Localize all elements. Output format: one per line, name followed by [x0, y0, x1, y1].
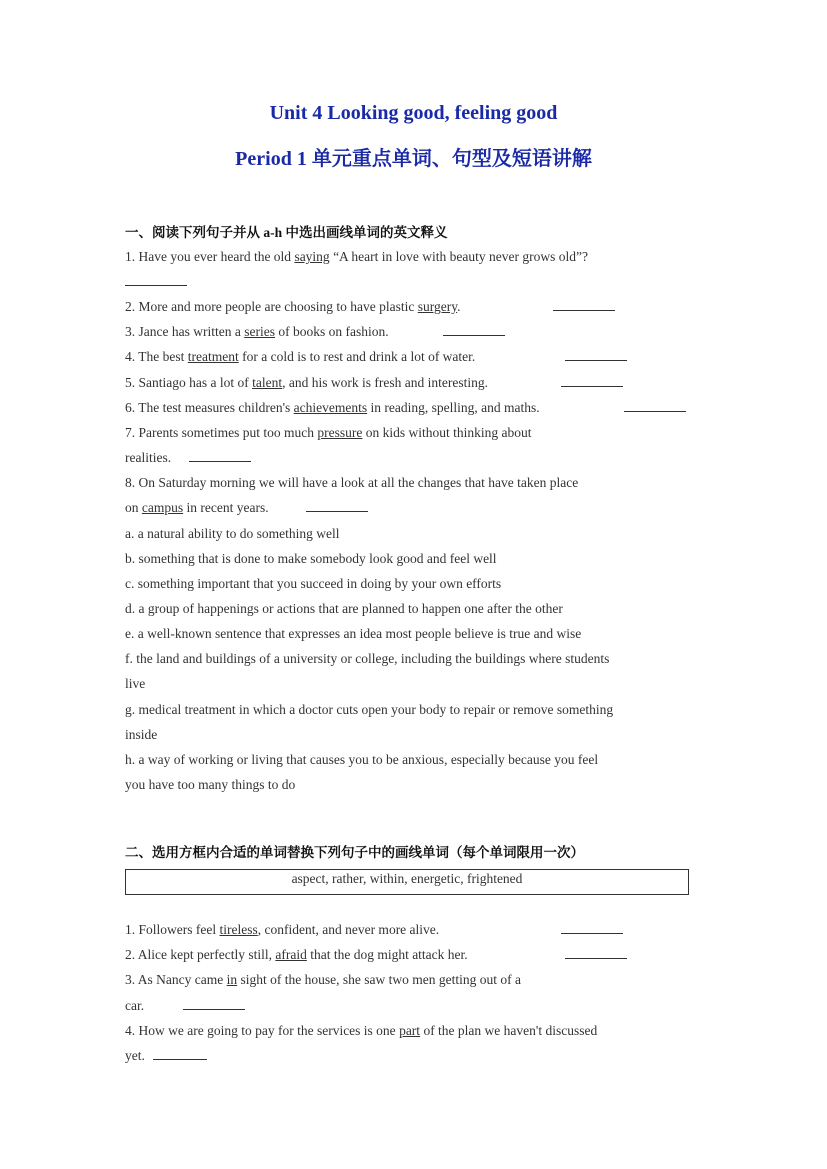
period-title: Period 1 单元重点单词、句型及短语讲解 — [235, 148, 592, 170]
question-8-cont: on campus in recent years. — [125, 500, 269, 515]
underlined-word: part — [399, 1023, 421, 1038]
s2-question-3-cont: car. — [125, 998, 145, 1013]
underlined-word: afraid — [275, 947, 307, 962]
answer-blank-7[interactable] — [189, 450, 251, 466]
section2-heading: 二、选用方框内合适的单词替换下列句子中的画线单词（每个单词限用一次） — [125, 845, 584, 860]
s2-answer-blank-3[interactable] — [183, 998, 245, 1014]
underlined-word: series — [244, 324, 275, 339]
question-7: 7. Parents sometimes put too much pressure on kids without thinking about — [125, 425, 532, 440]
question-3: 3. Jance has written a series of books on fashion. — [125, 324, 389, 339]
underlined-word: tireless — [219, 922, 258, 937]
unit-title: Unit 4 Looking good, feeling good — [269, 102, 558, 124]
question-1: 1. Have you ever heard the old saying “A heart in love with beauty never grows old”? — [125, 249, 588, 264]
s2-question-2: 2. Alice kept perfectly still, afraid that the dog might attack her. — [125, 947, 468, 962]
underlined-word: campus — [141, 500, 184, 515]
definition-b: b. something that is done to make somebody look good and feel well — [125, 551, 497, 566]
word-box: aspect, rather, within, energetic, frightened — [125, 869, 689, 895]
answer-blank-3[interactable] — [443, 324, 505, 340]
definition-c: c. something important that you succeed in doing by your own efforts — [125, 576, 502, 591]
s2-question-1: 1. Followers feel tireless, confident, and never more alive. — [125, 922, 440, 937]
definition-e: e. a well-known sentence that expresses an idea most people believe is true and wise — [125, 626, 582, 641]
question-2: 2. More and more people are choosing to have plastic surgery. — [125, 299, 461, 314]
definition-g-cont: inside — [125, 727, 158, 742]
answer-blank-1[interactable] — [125, 274, 187, 290]
answer-blank-6[interactable] — [624, 400, 686, 416]
s2-question-4: 4. How we are going to pay for the services is one part of the plan we haven't discussed — [125, 1023, 598, 1038]
definition-h-cont: you have too many things to do — [125, 777, 296, 792]
underlined-word: talent — [252, 375, 283, 390]
question-8: 8. On Saturday morning we will have a look at all the changes that have taken place — [125, 475, 579, 490]
definition-f: f. the land and buildings of a university or college, including the buildings where students — [125, 651, 610, 666]
s2-answer-blank-2[interactable] — [565, 947, 627, 963]
answer-blank-4[interactable] — [565, 349, 627, 365]
definition-h: h. a way of working or living that causes you to be anxious, especially because you feel — [125, 752, 599, 767]
answer-blank-5[interactable] — [561, 375, 623, 391]
s2-answer-blank-1[interactable] — [561, 922, 623, 938]
question-6: 6. The test measures children's achievements in reading, spelling, and maths. — [125, 400, 540, 415]
underlined-word: surgery — [417, 299, 458, 314]
question-5: 5. Santiago has a lot of talent, and his work is fresh and interesting. — [125, 375, 488, 390]
question-7-cont: realities. — [125, 450, 172, 465]
question-4: 4. The best treatment for a cold is to rest and drink a lot of water. — [125, 349, 476, 364]
s2-question-4-cont: yet. — [125, 1048, 145, 1063]
definition-d: d. a group of happenings or actions that are planned to happen one after the other — [125, 601, 563, 616]
definition-f-cont: live — [125, 676, 146, 691]
s2-answer-blank-4[interactable] — [153, 1048, 207, 1064]
underlined-word: saying — [294, 249, 330, 264]
underlined-word: achievements — [293, 400, 368, 415]
underlined-word: treatment — [187, 349, 239, 364]
answer-blank-2[interactable] — [553, 299, 615, 315]
answer-blank-8[interactable] — [306, 500, 368, 516]
underlined-word: in — [226, 972, 238, 987]
section1-heading: 一、阅读下列句子并从 a-h 中选出画线单词的英文释义 — [125, 225, 448, 240]
definition-g: g. medical treatment in which a doctor cuts open your body to repair or remove something — [125, 702, 614, 717]
definition-a: a. a natural ability to do something well — [125, 526, 340, 541]
s2-question-3: 3. As Nancy came in sight of the house, she saw two men getting out of a — [125, 972, 521, 987]
underlined-word: pressure — [317, 425, 363, 440]
